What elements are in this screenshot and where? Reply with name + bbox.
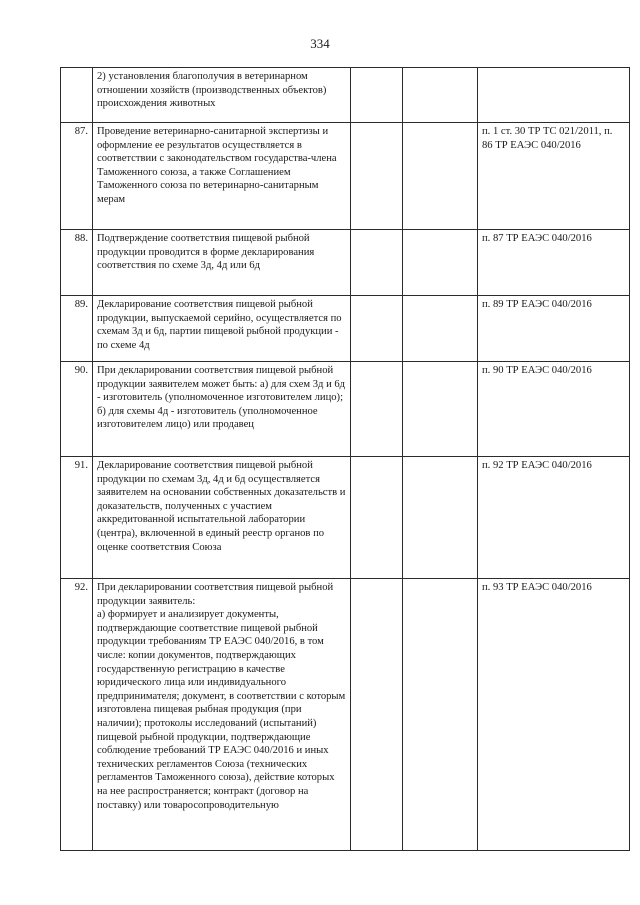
requirement-text: [93, 579, 351, 851]
table-row: [61, 68, 630, 123]
row-number: 90.: [61, 362, 93, 457]
empty-cell: [403, 296, 478, 362]
empty-cell: [351, 230, 403, 296]
row-number: 91.: [61, 457, 93, 579]
reference-cell: п. 90 ТР ЕАЭС 040/2016: [478, 362, 630, 457]
empty-cell: [403, 123, 478, 230]
empty-cell: [351, 296, 403, 362]
table-row: [61, 296, 630, 362]
reference-cell: п. 1 ст. 30 ТР ТС 021/2011, п. 86 ТР ЕАЭС 040/2016: [478, 123, 630, 230]
row-number: 88.: [61, 230, 93, 296]
empty-cell: [403, 457, 478, 579]
requirement-text: Декларирование соответствия пищевой рыбной продукции, выпускаемой серийно, осуществляется по схемам 3д и 6д, партии пищевой рыбной продукции - по схеме 4д: [93, 296, 351, 362]
empty-cell: [403, 362, 478, 457]
requirement-text: Проведение ветеринарно-санитарной экспертизы и оформление ее результатов осуществляется в соответствии с законодательством государства-члена Таможенного союза, а также Соглашением Таможенного союза по ветеринарно-санитарным мерам: [93, 123, 351, 230]
empty-cell: [403, 579, 478, 851]
reference-cell: п. 89 ТР ЕАЭС 040/2016: [478, 296, 630, 362]
table-row: [61, 123, 630, 230]
reference-cell: п. 92 ТР ЕАЭС 040/2016: [478, 457, 630, 579]
empty-cell: [351, 123, 403, 230]
row-number: 89.: [61, 296, 93, 362]
requirement-subitem: а) формирует и анализирует документы, подтверждающие соответствие пищевой рыбной продукции требованиям ТР ЕАЭС 040/2016, в том числе: копии документов, подтверждающих государственную регистрацию в качестве юридического лица или индивидуального предпринимателя; документ, в соответствии с которым изготовлена пищевая рыбная продукция (при наличии); протоколы исследований (испытаний) пищевой рыбной продукции, подтверждающие соблюдение требований ТР ЕАЭС 040/2016 и иных технических регламентов Союза (технических регламентов Таможенного союза), действие которых на нее распространяется; контракт (договор на поставку) или товаросопроводительную: [97, 609, 346, 811]
requirement-intro: При декларировании соответствия пищевой рыбной продукции заявитель:: [97, 582, 334, 607]
empty-cell: [351, 362, 403, 457]
requirement-text: 2) установления благополучия в ветеринарном отношении хозяйств (производственных объектов) происхождения животных: [93, 68, 351, 123]
table-row: [61, 362, 630, 457]
requirements-table: [60, 67, 630, 851]
row-number: [61, 68, 93, 123]
row-number: 87.: [61, 123, 93, 230]
row-number: 92.: [61, 579, 93, 851]
reference-cell: [478, 68, 630, 123]
table-row: [61, 579, 630, 851]
table-row: [61, 457, 630, 579]
empty-cell: [403, 230, 478, 296]
empty-cell: [351, 579, 403, 851]
empty-cell: [403, 68, 478, 123]
table-row: [61, 230, 630, 296]
page-number: 334: [310, 36, 330, 51]
empty-cell: [351, 457, 403, 579]
reference-cell: п. 87 ТР ЕАЭС 040/2016: [478, 230, 630, 296]
requirement-text: Декларирование соответствия пищевой рыбной продукции по схемам 3д, 4д и 6д осуществляется заявителем на основании собственных доказательств и доказательств, полученных с участием аккредитованной испытательной лаборатории (центра), включенной в единый реестр органов по оценке соответствия Союза: [93, 457, 351, 579]
requirement-text: При декларировании соответствия пищевой рыбной продукции заявителем может быть: а) для схем 3д и 6д - изготовитель (уполномоченное изготовителем лицо); б) для схемы 4д - изготовитель (уполномоченное изготовителем лицо) или продавец: [93, 362, 351, 457]
empty-cell: [351, 68, 403, 123]
requirement-text: Подтверждение соответствия пищевой рыбной продукции проводится в форме декларирования соответствия по схеме 3д, 4д или 6д: [93, 230, 351, 296]
reference-cell: п. 93 ТР ЕАЭС 040/2016: [478, 579, 630, 851]
